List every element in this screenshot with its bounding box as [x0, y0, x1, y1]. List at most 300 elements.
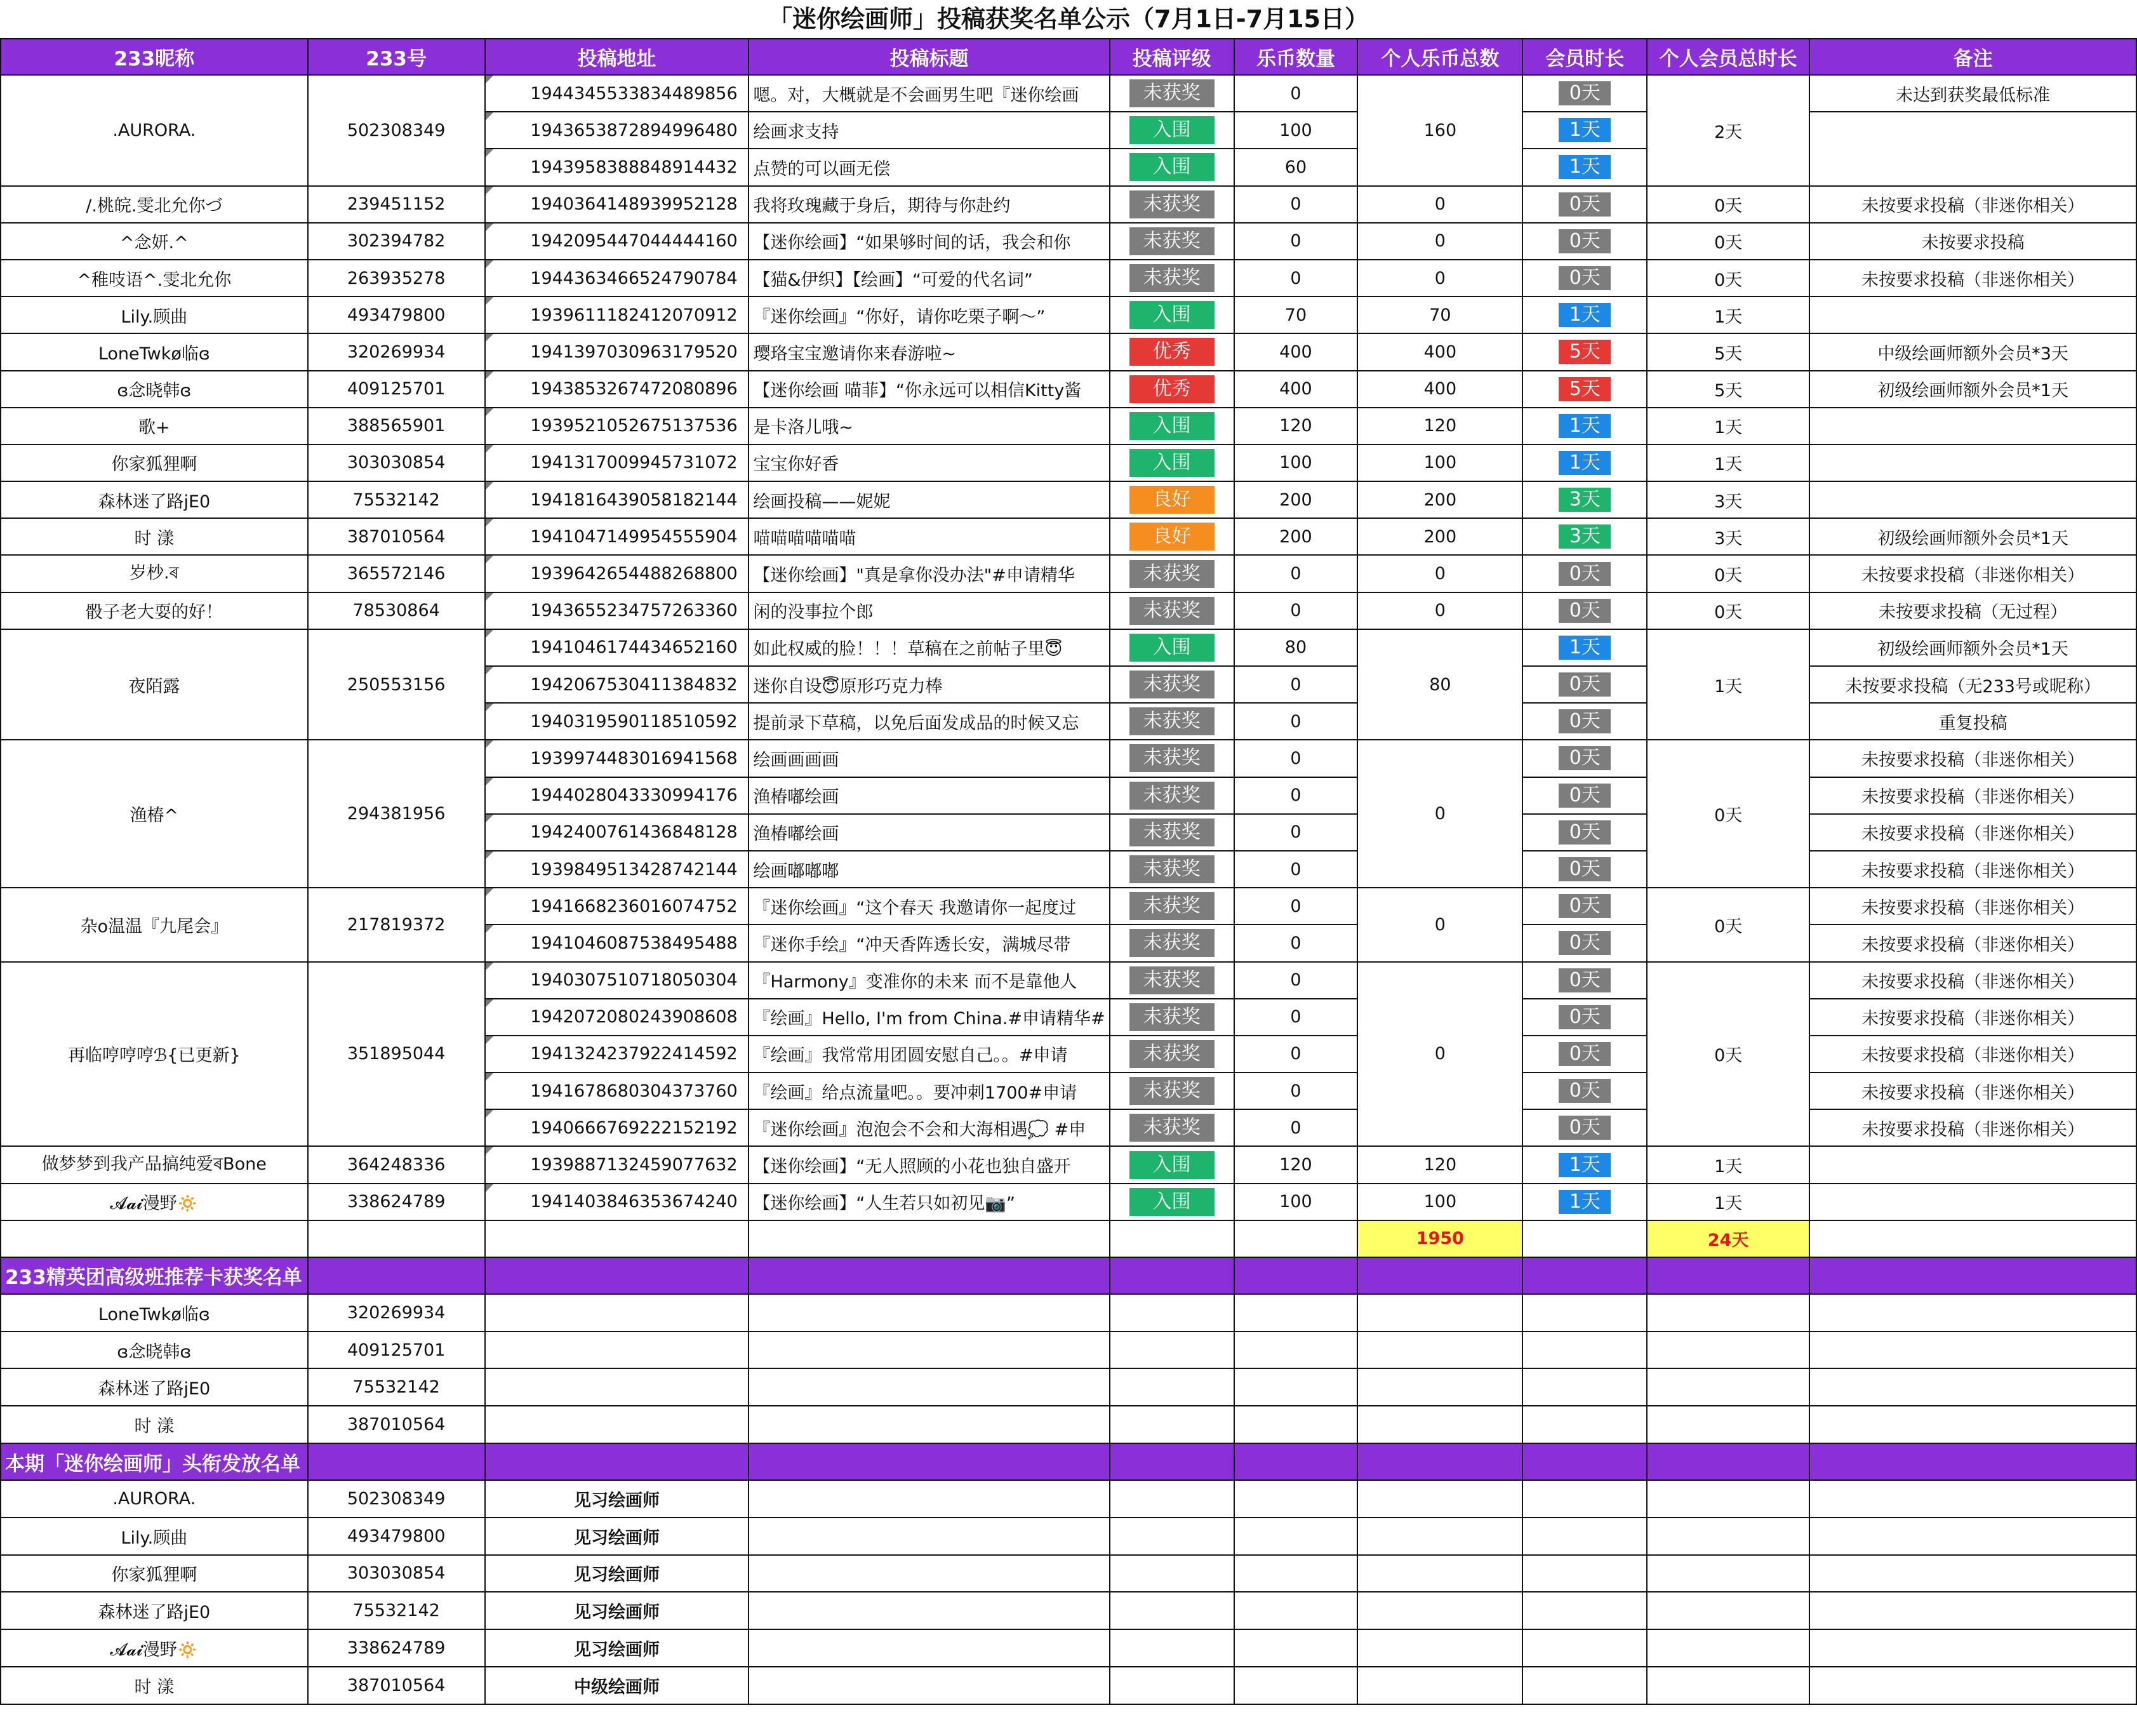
- nickname-cell[interactable]: 时 漾: [1, 518, 308, 555]
- coins-cell[interactable]: 400: [1234, 371, 1358, 408]
- empty-cell[interactable]: [1522, 1368, 1647, 1406]
- uid-cell[interactable]: 364248336: [308, 1146, 485, 1183]
- days-cell[interactable]: [1522, 223, 1647, 260]
- post-title-cell[interactable]: 【迷你绘画】“无人照顾的小花也独自盛开: [749, 1146, 1109, 1183]
- empty-cell[interactable]: [1357, 1368, 1522, 1406]
- rank-cell[interactable]: 见习绘画师: [485, 1555, 749, 1592]
- coins-cell[interactable]: 0: [1234, 592, 1358, 629]
- days-cell[interactable]: [1522, 592, 1647, 629]
- total-days-cell[interactable]: 0天: [1647, 223, 1809, 260]
- nickname-cell[interactable]: 你家狐狸啊: [1, 1555, 308, 1592]
- empty-cell[interactable]: [1809, 1555, 2136, 1592]
- uid-cell[interactable]: 75532142: [308, 481, 485, 518]
- post-title-cell[interactable]: 『Harmony』变准你的未来 而不是靠他人: [749, 962, 1109, 999]
- address-cell[interactable]: 1939611182412070912: [485, 297, 749, 333]
- address-cell[interactable]: 1940364148939952128: [485, 186, 749, 223]
- total-coins-cell[interactable]: 120: [1357, 1146, 1522, 1183]
- nickname-cell[interactable]: ɞ念晓韩ɞ: [1, 371, 308, 408]
- post-title-cell[interactable]: 渔椿嘟绘画: [749, 814, 1109, 851]
- uid-cell[interactable]: 502308349: [308, 75, 485, 186]
- total-coins-cell[interactable]: 0: [1357, 260, 1522, 297]
- note-cell[interactable]: 未按要求投稿（非迷你相关）: [1809, 555, 2136, 592]
- empty-cell[interactable]: [485, 1294, 749, 1332]
- note-cell[interactable]: 未按要求投稿（非迷你相关）: [1809, 1036, 2136, 1072]
- coins-cell[interactable]: 0: [1234, 851, 1358, 888]
- coins-cell[interactable]: 0: [1234, 703, 1358, 740]
- post-title-cell[interactable]: 【迷你绘画】"真是拿你没办法"#申请精华: [749, 555, 1109, 592]
- empty-cell[interactable]: [1647, 1592, 1809, 1629]
- note-cell[interactable]: 未按要求投稿（非迷你相关）: [1809, 925, 2136, 961]
- empty-cell[interactable]: [1110, 1667, 1234, 1704]
- rank-cell[interactable]: 见习绘画师: [485, 1480, 749, 1518]
- address-cell[interactable]: 1944028043330994176: [485, 777, 749, 814]
- post-title-cell[interactable]: 嗯。对，大概就是不会画男生吧『迷你绘画: [749, 75, 1109, 112]
- days-cell[interactable]: [1522, 518, 1647, 555]
- total-coins-cell[interactable]: 400: [1357, 333, 1522, 370]
- total-coins-cell[interactable]: 0: [1357, 888, 1522, 961]
- total-coins-cell[interactable]: 120: [1357, 408, 1522, 444]
- rating-cell[interactable]: [1110, 1146, 1234, 1183]
- post-title-cell[interactable]: 如此权威的脸！！！草稿在之前帖子里😇: [749, 629, 1109, 666]
- total-coins-cell[interactable]: 0: [1357, 223, 1522, 260]
- days-cell[interactable]: [1522, 888, 1647, 925]
- days-cell[interactable]: [1522, 629, 1647, 666]
- address-cell[interactable]: 1941668236016074752: [485, 888, 749, 925]
- coins-cell[interactable]: 100: [1234, 1184, 1358, 1220]
- column-header[interactable]: 投稿地址: [485, 39, 749, 75]
- column-header[interactable]: 会员时长: [1522, 39, 1647, 75]
- post-title-cell[interactable]: 提前录下草稿，以免后面发成品的时候又忘: [749, 703, 1109, 740]
- total-days-cell[interactable]: 0天: [1647, 186, 1809, 223]
- empty-cell[interactable]: [485, 1257, 749, 1294]
- empty-cell[interactable]: [1522, 1592, 1647, 1629]
- empty-cell[interactable]: [1809, 1220, 2136, 1257]
- note-cell[interactable]: [1809, 1146, 2136, 1183]
- uid-cell[interactable]: 493479800: [308, 297, 485, 333]
- rating-cell[interactable]: [1110, 888, 1234, 925]
- post-title-cell[interactable]: 是卡洛儿哦~: [749, 408, 1109, 444]
- address-cell[interactable]: 1941047149954555904: [485, 518, 749, 555]
- empty-cell[interactable]: [1647, 1406, 1809, 1443]
- empty-cell[interactable]: [1809, 1480, 2136, 1518]
- coins-cell[interactable]: 0: [1234, 260, 1358, 297]
- column-header[interactable]: 投稿评级: [1110, 39, 1234, 75]
- address-cell[interactable]: 1941397030963179520: [485, 333, 749, 370]
- empty-cell[interactable]: [749, 1592, 1109, 1629]
- address-cell[interactable]: 1943655234757263360: [485, 592, 749, 629]
- empty-cell[interactable]: [1110, 1368, 1234, 1406]
- post-title-cell[interactable]: 【迷你绘画】“人生若只如初见📷”: [749, 1184, 1109, 1220]
- empty-cell[interactable]: [1357, 1592, 1522, 1629]
- days-cell[interactable]: [1522, 962, 1647, 999]
- address-cell[interactable]: 1941403846353674240: [485, 1184, 749, 1220]
- empty-cell[interactable]: [1234, 1667, 1358, 1704]
- uid-cell[interactable]: 493479800: [308, 1518, 485, 1555]
- coins-cell[interactable]: 0: [1234, 777, 1358, 814]
- note-cell[interactable]: [1809, 297, 2136, 333]
- total-days-cell[interactable]: 1天: [1647, 1184, 1809, 1220]
- uid-cell[interactable]: 338624789: [308, 1184, 485, 1220]
- rating-cell[interactable]: [1110, 260, 1234, 297]
- post-title-cell[interactable]: 点赞的可以画无偿: [749, 149, 1109, 185]
- total-coins-cell[interactable]: 0: [1357, 592, 1522, 629]
- total-days-cell[interactable]: 0天: [1647, 592, 1809, 629]
- empty-cell[interactable]: [1357, 1406, 1522, 1443]
- empty-cell[interactable]: [1357, 1555, 1522, 1592]
- rating-cell[interactable]: [1110, 666, 1234, 703]
- post-title-cell[interactable]: 【猫&伊织】【绘画】“可爱的代名词”: [749, 260, 1109, 297]
- empty-cell[interactable]: [1234, 1518, 1358, 1555]
- nickname-cell[interactable]: 森林迷了路jE0: [1, 1592, 308, 1629]
- total-days-cell[interactable]: 0天: [1647, 740, 1809, 888]
- days-cell[interactable]: [1522, 297, 1647, 333]
- empty-cell[interactable]: [1647, 1257, 1809, 1294]
- days-cell[interactable]: [1522, 444, 1647, 481]
- post-title-cell[interactable]: 璎珞宝宝邀请你来春游啦~: [749, 333, 1109, 370]
- post-title-cell[interactable]: 喵喵喵喵喵喵: [749, 518, 1109, 555]
- post-title-cell[interactable]: 『迷你手绘』“冲天香阵透长安，满城尽带: [749, 925, 1109, 961]
- nickname-cell[interactable]: .AURORA.: [1, 1480, 308, 1518]
- coins-cell[interactable]: 200: [1234, 518, 1358, 555]
- empty-cell[interactable]: [1110, 1518, 1234, 1555]
- rating-cell[interactable]: [1110, 1072, 1234, 1109]
- column-header[interactable]: 投稿标题: [749, 39, 1109, 75]
- coins-cell[interactable]: 0: [1234, 814, 1358, 851]
- empty-cell[interactable]: [1522, 1555, 1647, 1592]
- address-cell[interactable]: 1939642654488268800: [485, 555, 749, 592]
- empty-cell[interactable]: [485, 1220, 749, 1257]
- rating-cell[interactable]: [1110, 1184, 1234, 1220]
- post-title-cell[interactable]: 绘画嘟嘟嘟: [749, 851, 1109, 888]
- rating-cell[interactable]: [1110, 814, 1234, 851]
- note-cell[interactable]: [1809, 1184, 2136, 1220]
- uid-cell[interactable]: 502308349: [308, 1480, 485, 1518]
- address-cell[interactable]: 1940319590118510592: [485, 703, 749, 740]
- days-cell[interactable]: [1522, 740, 1647, 777]
- empty-cell[interactable]: [1522, 1629, 1647, 1667]
- nickname-cell[interactable]: 杂o温温『九尾会』: [1, 888, 308, 961]
- note-cell[interactable]: 未按要求投稿（非迷你相关）: [1809, 962, 2136, 999]
- post-title-cell[interactable]: 【迷你绘画 喵菲】“你永远可以相信Kitty酱: [749, 371, 1109, 408]
- rating-cell[interactable]: [1110, 112, 1234, 149]
- address-cell[interactable]: 1939849513428742144: [485, 851, 749, 888]
- nickname-cell[interactable]: LoneTwkø临ɞ: [1, 1294, 308, 1332]
- days-cell[interactable]: [1522, 149, 1647, 185]
- empty-cell[interactable]: [485, 1332, 749, 1369]
- days-cell[interactable]: [1522, 481, 1647, 518]
- coins-cell[interactable]: 120: [1234, 1146, 1358, 1183]
- coins-cell[interactable]: 0: [1234, 888, 1358, 925]
- note-cell[interactable]: 未按要求投稿（非迷你相关）: [1809, 740, 2136, 777]
- empty-cell[interactable]: [1647, 1629, 1809, 1667]
- coins-cell[interactable]: 200: [1234, 481, 1358, 518]
- empty-cell[interactable]: [1647, 1443, 1809, 1480]
- coins-cell[interactable]: 0: [1234, 666, 1358, 703]
- days-cell[interactable]: [1522, 703, 1647, 740]
- address-cell[interactable]: 1943958388848914432: [485, 149, 749, 185]
- section-title[interactable]: 本期「迷你绘画师」头衔发放名单: [1, 1443, 308, 1480]
- coins-cell[interactable]: 70: [1234, 297, 1358, 333]
- rank-cell[interactable]: 中级绘画师: [485, 1667, 749, 1704]
- nickname-cell[interactable]: 时 漾: [1, 1406, 308, 1443]
- empty-cell[interactable]: [1522, 1332, 1647, 1369]
- note-cell[interactable]: 未达到获奖最低标准: [1809, 75, 2136, 112]
- address-cell[interactable]: 1944345533834489856: [485, 75, 749, 112]
- days-cell[interactable]: [1522, 408, 1647, 444]
- nickname-cell[interactable]: 夜陌露: [1, 629, 308, 740]
- coins-cell[interactable]: 0: [1234, 223, 1358, 260]
- address-cell[interactable]: 1941324237922414592: [485, 1036, 749, 1072]
- days-cell[interactable]: [1522, 1072, 1647, 1109]
- uid-cell[interactable]: 387010564: [308, 1406, 485, 1443]
- address-cell[interactable]: 1940666769222152192: [485, 1109, 749, 1146]
- rating-cell[interactable]: [1110, 629, 1234, 666]
- note-cell[interactable]: 初级绘画师额外会员*1天: [1809, 371, 2136, 408]
- empty-cell[interactable]: [1357, 1443, 1522, 1480]
- empty-cell[interactable]: [1647, 1518, 1809, 1555]
- post-title-cell[interactable]: 【迷你绘画】“如果够时间的话，我会和你: [749, 223, 1109, 260]
- note-cell[interactable]: 未按要求投稿（非迷你相关）: [1809, 777, 2136, 814]
- empty-cell[interactable]: [308, 1257, 485, 1294]
- grand-total-days[interactable]: 24天: [1647, 1220, 1809, 1257]
- note-cell[interactable]: 中级绘画师额外会员*3天: [1809, 333, 2136, 370]
- coins-cell[interactable]: 0: [1234, 1109, 1358, 1146]
- nickname-cell[interactable]: 森林迷了路jE0: [1, 1368, 308, 1406]
- uid-cell[interactable]: 320269934: [308, 1294, 485, 1332]
- empty-cell[interactable]: [749, 1294, 1109, 1332]
- empty-cell[interactable]: [485, 1368, 749, 1406]
- note-cell[interactable]: 初级绘画师额外会员*1天: [1809, 629, 2136, 666]
- empty-cell[interactable]: [1234, 1294, 1358, 1332]
- empty-cell[interactable]: [1, 1220, 308, 1257]
- empty-cell[interactable]: [1110, 1406, 1234, 1443]
- nickname-cell[interactable]: Lily.顾曲: [1, 1518, 308, 1555]
- empty-cell[interactable]: [1357, 1629, 1522, 1667]
- column-header[interactable]: 个人乐币总数: [1357, 39, 1522, 75]
- nickname-cell[interactable]: 歌+: [1, 408, 308, 444]
- rating-cell[interactable]: [1110, 518, 1234, 555]
- coins-cell[interactable]: 0: [1234, 740, 1358, 777]
- empty-cell[interactable]: [485, 1443, 749, 1480]
- address-cell[interactable]: 1942400761436848128: [485, 814, 749, 851]
- empty-cell[interactable]: [1110, 1332, 1234, 1369]
- empty-cell[interactable]: [1522, 1667, 1647, 1704]
- note-cell[interactable]: 未按要求投稿（非迷你相关）: [1809, 999, 2136, 1036]
- coins-cell[interactable]: 80: [1234, 629, 1358, 666]
- empty-cell[interactable]: [1647, 1667, 1809, 1704]
- nickname-cell[interactable]: ^念妍.^: [1, 223, 308, 260]
- coins-cell[interactable]: 120: [1234, 408, 1358, 444]
- post-title-cell[interactable]: 『迷你绘画』泡泡会不会和大海相遇💭 #申: [749, 1109, 1109, 1146]
- empty-cell[interactable]: [1522, 1294, 1647, 1332]
- days-cell[interactable]: [1522, 1184, 1647, 1220]
- uid-cell[interactable]: 239451152: [308, 186, 485, 223]
- total-coins-cell[interactable]: 100: [1357, 1184, 1522, 1220]
- rating-cell[interactable]: [1110, 555, 1234, 592]
- rating-cell[interactable]: [1110, 1036, 1234, 1072]
- empty-cell[interactable]: [1809, 1406, 2136, 1443]
- address-cell[interactable]: 1939521052675137536: [485, 408, 749, 444]
- coins-cell[interactable]: 60: [1234, 149, 1358, 185]
- empty-cell[interactable]: [1357, 1257, 1522, 1294]
- empty-cell[interactable]: [749, 1555, 1109, 1592]
- rating-cell[interactable]: [1110, 962, 1234, 999]
- nickname-cell[interactable]: ɞ念晓韩ɞ: [1, 1332, 308, 1369]
- empty-cell[interactable]: [1522, 1443, 1647, 1480]
- rating-cell[interactable]: [1110, 703, 1234, 740]
- total-days-cell[interactable]: 1天: [1647, 444, 1809, 481]
- empty-cell[interactable]: [1110, 1220, 1234, 1257]
- address-cell[interactable]: 1943853267472080896: [485, 371, 749, 408]
- column-header[interactable]: 个人会员总时长: [1647, 39, 1809, 75]
- empty-cell[interactable]: [1522, 1480, 1647, 1518]
- post-title-cell[interactable]: 『迷你绘画』“这个春天 我邀请你一起度过: [749, 888, 1109, 925]
- empty-cell[interactable]: [1522, 1518, 1647, 1555]
- empty-cell[interactable]: [1647, 1332, 1809, 1369]
- empty-cell[interactable]: [749, 1406, 1109, 1443]
- empty-cell[interactable]: [749, 1332, 1109, 1369]
- address-cell[interactable]: 1944363466524790784: [485, 260, 749, 297]
- post-title-cell[interactable]: 渔椿嘟绘画: [749, 777, 1109, 814]
- empty-cell[interactable]: [1234, 1257, 1358, 1294]
- note-cell[interactable]: 未按要求投稿（非迷你相关）: [1809, 260, 2136, 297]
- total-coins-cell[interactable]: 80: [1357, 629, 1522, 740]
- rating-cell[interactable]: [1110, 740, 1234, 777]
- address-cell[interactable]: 1942072080243908608: [485, 999, 749, 1036]
- uid-cell[interactable]: 387010564: [308, 1667, 485, 1704]
- empty-cell[interactable]: [1234, 1220, 1358, 1257]
- empty-cell[interactable]: [1357, 1518, 1522, 1555]
- note-cell[interactable]: 初级绘画师额外会员*1天: [1809, 518, 2136, 555]
- total-coins-cell[interactable]: 400: [1357, 371, 1522, 408]
- days-cell[interactable]: [1522, 112, 1647, 149]
- address-cell[interactable]: 1941046174434652160: [485, 629, 749, 666]
- empty-cell[interactable]: [749, 1629, 1109, 1667]
- days-cell[interactable]: [1522, 666, 1647, 703]
- rating-cell[interactable]: [1110, 371, 1234, 408]
- nickname-cell[interactable]: LoneTwkø临ɞ: [1, 333, 308, 370]
- empty-cell[interactable]: [749, 1257, 1109, 1294]
- uid-cell[interactable]: 338624789: [308, 1629, 485, 1667]
- empty-cell[interactable]: [308, 1220, 485, 1257]
- days-cell[interactable]: [1522, 1146, 1647, 1183]
- nickname-cell[interactable]: 你家狐狸啊: [1, 444, 308, 481]
- total-coins-cell[interactable]: 0: [1357, 740, 1522, 888]
- empty-cell[interactable]: [1522, 1220, 1647, 1257]
- rank-cell[interactable]: 见习绘画师: [485, 1592, 749, 1629]
- empty-cell[interactable]: [1357, 1480, 1522, 1518]
- nickname-cell[interactable]: 做梦梦到我产品搞纯爱ৰBone: [1, 1146, 308, 1183]
- nickname-cell[interactable]: 𝓐𝓪𝓲漫野🔅: [1, 1629, 308, 1667]
- uid-cell[interactable]: 217819372: [308, 888, 485, 961]
- note-cell[interactable]: 未按要求投稿（非迷你相关）: [1809, 1109, 2136, 1146]
- total-coins-cell[interactable]: 160: [1357, 75, 1522, 186]
- total-days-cell[interactable]: 3天: [1647, 518, 1809, 555]
- days-cell[interactable]: [1522, 851, 1647, 888]
- coins-cell[interactable]: 0: [1234, 999, 1358, 1036]
- rating-cell[interactable]: [1110, 186, 1234, 223]
- column-header[interactable]: 备注: [1809, 39, 2136, 75]
- address-cell[interactable]: 1941816439058182144: [485, 481, 749, 518]
- uid-cell[interactable]: 303030854: [308, 1555, 485, 1592]
- note-cell[interactable]: 重复投稿: [1809, 703, 2136, 740]
- post-title-cell[interactable]: 『绘画』给点流量吧。。要冲刺1700#申请: [749, 1072, 1109, 1109]
- coins-cell[interactable]: 400: [1234, 333, 1358, 370]
- total-coins-cell[interactable]: 200: [1357, 481, 1522, 518]
- post-title-cell[interactable]: 『绘画』Hello, I'm from China.#申请精华#: [749, 999, 1109, 1036]
- empty-cell[interactable]: [1357, 1332, 1522, 1369]
- days-cell[interactable]: [1522, 555, 1647, 592]
- empty-cell[interactable]: [1357, 1667, 1522, 1704]
- empty-cell[interactable]: [1234, 1332, 1358, 1369]
- uid-cell[interactable]: 409125701: [308, 371, 485, 408]
- address-cell[interactable]: 1942095447044444160: [485, 223, 749, 260]
- rating-cell[interactable]: [1110, 408, 1234, 444]
- empty-cell[interactable]: [1522, 1406, 1647, 1443]
- uid-cell[interactable]: 75532142: [308, 1592, 485, 1629]
- nickname-cell[interactable]: Lily.顾曲: [1, 297, 308, 333]
- rating-cell[interactable]: [1110, 149, 1234, 185]
- days-cell[interactable]: [1522, 1109, 1647, 1146]
- coins-cell[interactable]: 0: [1234, 555, 1358, 592]
- post-title-cell[interactable]: 绘画求支持: [749, 112, 1109, 149]
- total-coins-cell[interactable]: 100: [1357, 444, 1522, 481]
- post-title-cell[interactable]: 『迷你绘画』“你好，请你吃栗子啊～”: [749, 297, 1109, 333]
- empty-cell[interactable]: [1809, 1629, 2136, 1667]
- empty-cell[interactable]: [1110, 1480, 1234, 1518]
- empty-cell[interactable]: [1809, 1443, 2136, 1480]
- empty-cell[interactable]: [1647, 1555, 1809, 1592]
- post-title-cell[interactable]: 『绘画』我常常用团圆安慰自己。。#申请: [749, 1036, 1109, 1072]
- column-header[interactable]: 233昵称: [1, 39, 308, 75]
- uid-cell[interactable]: 351895044: [308, 962, 485, 1147]
- empty-cell[interactable]: [1809, 1368, 2136, 1406]
- address-cell[interactable]: 1939887132459077632: [485, 1146, 749, 1183]
- post-title-cell[interactable]: 绘画投稿——妮妮: [749, 481, 1109, 518]
- rating-cell[interactable]: [1110, 444, 1234, 481]
- empty-cell[interactable]: [749, 1443, 1109, 1480]
- note-cell[interactable]: 未按要求投稿（非迷你相关）: [1809, 888, 2136, 925]
- nickname-cell[interactable]: 𝓐𝓪𝓲漫野🔅: [1, 1184, 308, 1220]
- empty-cell[interactable]: [485, 1406, 749, 1443]
- note-cell[interactable]: [1809, 408, 2136, 444]
- uid-cell[interactable]: 388565901: [308, 408, 485, 444]
- empty-cell[interactable]: [1110, 1443, 1234, 1480]
- section-title[interactable]: 233精英团高级班推荐卡获奖名单: [1, 1257, 308, 1294]
- rating-cell[interactable]: [1110, 777, 1234, 814]
- total-coins-cell[interactable]: 0: [1357, 962, 1522, 1147]
- total-days-cell[interactable]: 0天: [1647, 888, 1809, 961]
- note-cell[interactable]: 未按要求投稿（非迷你相关）: [1809, 814, 2136, 851]
- post-title-cell[interactable]: 迷你自设😇原形巧克力棒: [749, 666, 1109, 703]
- empty-cell[interactable]: [1110, 1592, 1234, 1629]
- address-cell[interactable]: 1943653872894996480: [485, 112, 749, 149]
- days-cell[interactable]: [1522, 814, 1647, 851]
- uid-cell[interactable]: 75532142: [308, 1368, 485, 1406]
- coins-cell[interactable]: 0: [1234, 925, 1358, 961]
- empty-cell[interactable]: [1809, 1592, 2136, 1629]
- total-days-cell[interactable]: 1天: [1647, 629, 1809, 740]
- uid-cell[interactable]: 409125701: [308, 1332, 485, 1369]
- rank-cell[interactable]: 见习绘画师: [485, 1518, 749, 1555]
- coins-cell[interactable]: 0: [1234, 1036, 1358, 1072]
- address-cell[interactable]: 1940307510718050304: [485, 962, 749, 999]
- post-title-cell[interactable]: 我将玫瑰藏于身后，期待与你赴约: [749, 186, 1109, 223]
- note-cell[interactable]: 未按要求投稿（非迷你相关）: [1809, 851, 2136, 888]
- empty-cell[interactable]: [1809, 1294, 2136, 1332]
- post-title-cell[interactable]: 宝宝你好香: [749, 444, 1109, 481]
- empty-cell[interactable]: [1110, 1555, 1234, 1592]
